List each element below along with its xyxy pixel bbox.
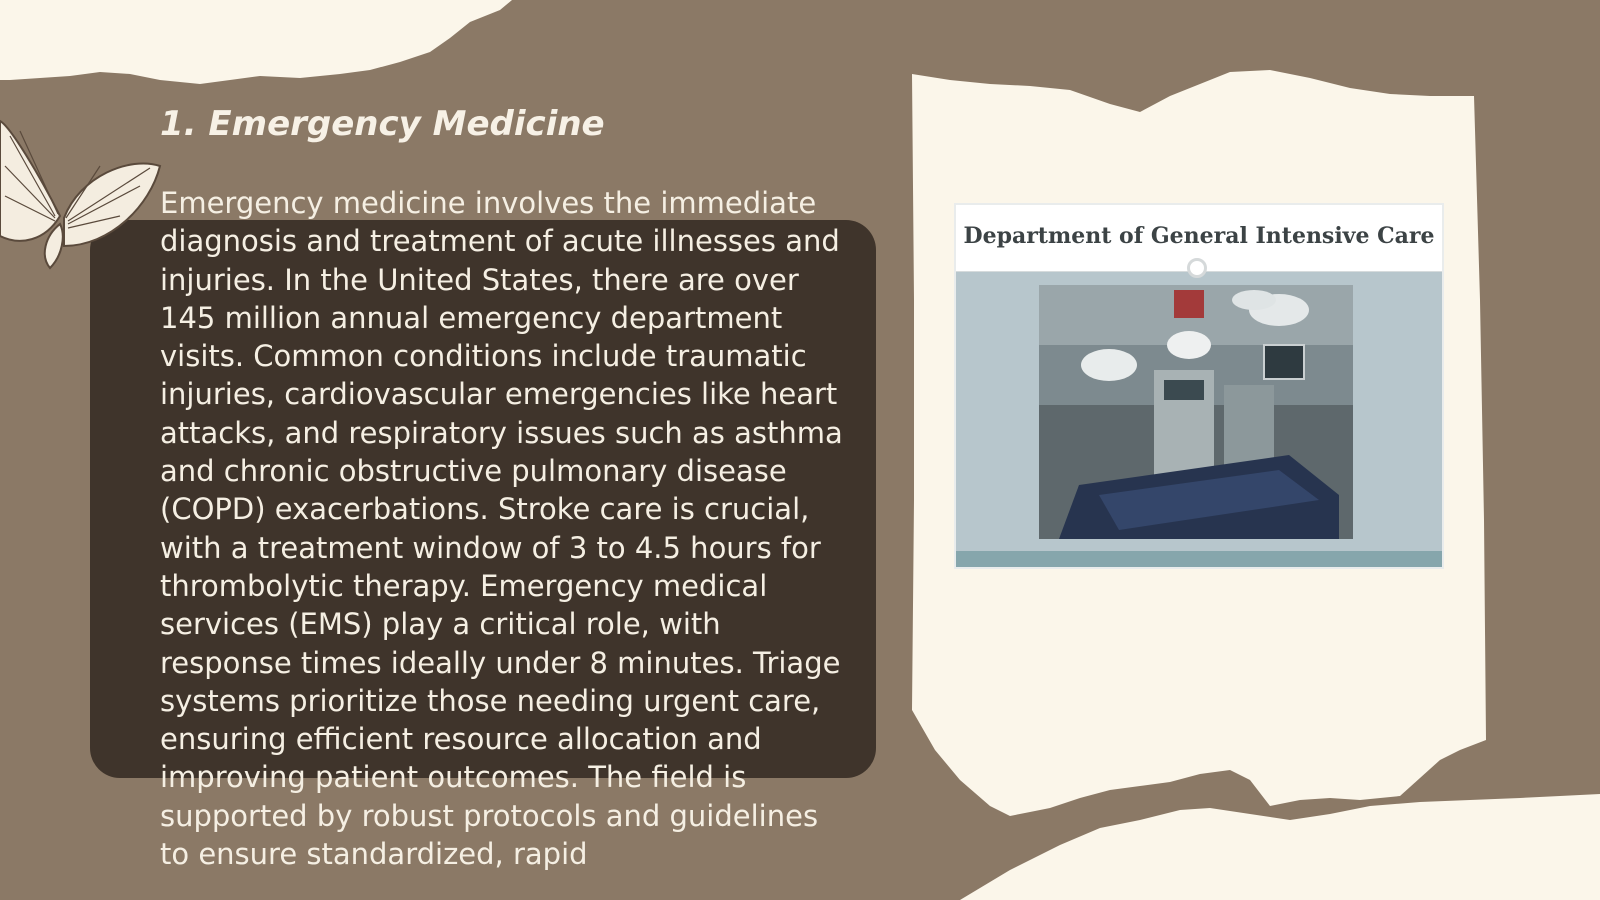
body-paragraph: Emergency medicine involves the immediate diagnosis and treatment of acute illnesses and injuries. In the United States, there are over 145 million annual emergency department visits. Common conditions include traumatic injuries, cardiovascular emergencies like heart attacks, and respiratory issues such as asthma and chronic obstructive pulmonary disease (COPD) exacerbations. Stroke care is crucial, with a treatment window of 3 to 4.5 hours for thrombolytic therapy. Emergency medical services (EMS) play a critical role, with response times ideally under 8 minutes. Triage systems prioritize those needing urgent care, ensuring efficient resource allocation and improving patient outcomes. The field is supported by robust protocols and guidelines to ensure standardized, rapid (160, 186, 843, 872)
figure-title: Department of General Intensive Care (956, 205, 1442, 272)
figure-bottom-bar (956, 551, 1442, 567)
intensive-care-room-photo (1039, 285, 1353, 539)
section-heading: 1. Emergency Medicine (160, 104, 605, 144)
butterfly-icon (0, 106, 170, 276)
figure-dot-handle (1187, 258, 1207, 278)
figure-card (956, 205, 1442, 567)
photo-illustration (1039, 285, 1353, 539)
